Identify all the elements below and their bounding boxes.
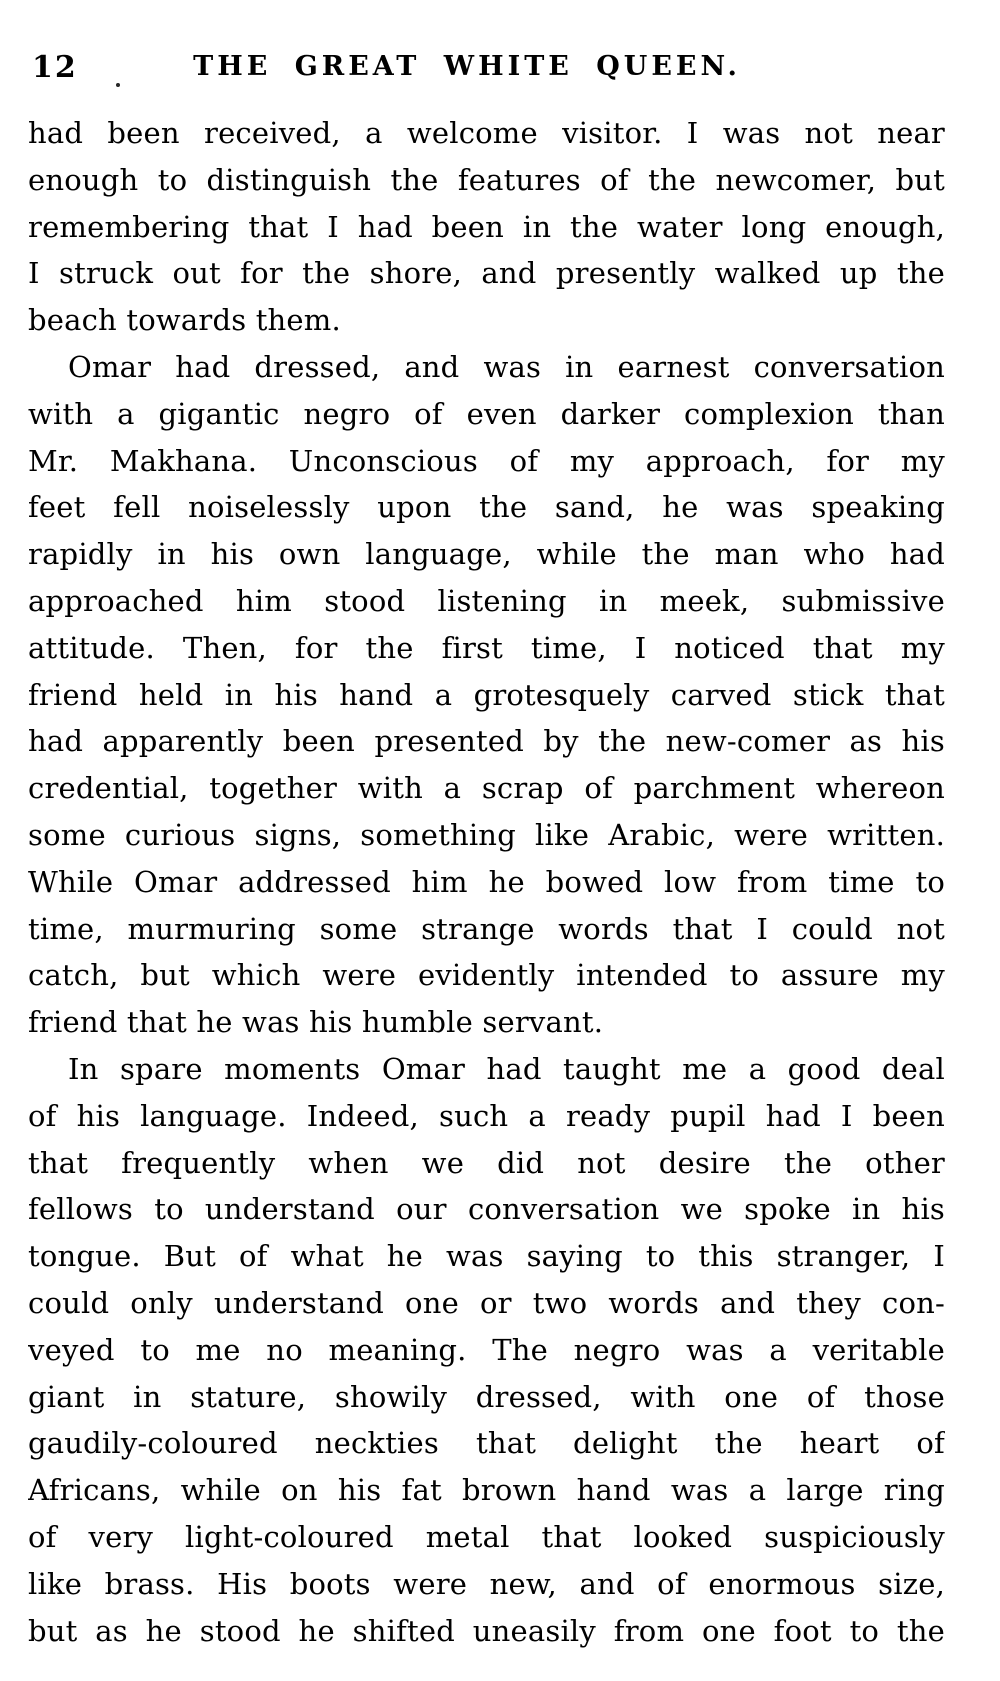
- paragraph: [28, 1046, 945, 1654]
- text-line: credential, together with a scrap of parchment whereon: [28, 771, 945, 806]
- text-line: giant in stature, showily dressed, with one of those: [28, 1379, 945, 1414]
- text-line: had apparently been presented by the new-comer as his: [28, 724, 945, 759]
- text-line: that frequently when we did not desire the other: [28, 1145, 945, 1180]
- ink-speck: [116, 83, 120, 87]
- text-line: rapidly in his own language, while the man who had: [28, 537, 945, 572]
- page-body: [28, 110, 945, 1654]
- text-line: Africans, while on his fat brown hand was a large ring: [28, 1473, 945, 1508]
- text-line: tongue. But of what he was saying to this stranger, I: [28, 1239, 945, 1274]
- text-line: catch, but which were evidently intended to assure my: [28, 958, 945, 993]
- text-line: I struck out for the shore, and presently walked up the: [28, 256, 945, 291]
- running-title: THE GREAT WHITE QUEEN.: [193, 51, 741, 82]
- text-line: of his language. Indeed, such a ready pupil had I been: [28, 1098, 945, 1133]
- paragraph: [28, 110, 945, 344]
- text-line: Mr. Makhana. Unconscious of my approach, for my: [28, 443, 945, 478]
- text-line: some curious signs, something like Arabic, were written.: [28, 817, 945, 852]
- text-line: could only understand one or two words and they con-: [28, 1285, 945, 1320]
- text-line: friend that he was his humble servant.: [28, 1005, 604, 1040]
- paragraph: [28, 344, 945, 1046]
- text-line: approached him stood listening in meek, submissive: [28, 583, 945, 618]
- text-line: While Omar addressed him he bowed low from time to: [28, 864, 945, 899]
- text-line: friend held in his hand a grotesquely carved stick that: [28, 677, 945, 712]
- text-line: fellows to understand our conversation we spoke in his: [28, 1192, 945, 1227]
- text-line: gaudily-coloured neckties that delight the heart of: [28, 1426, 945, 1461]
- text-line: had been received, a welcome visitor. I was not near: [28, 116, 945, 150]
- text-line: In spare moments Omar had taught me a good deal: [68, 1051, 945, 1086]
- text-line: Omar had dressed, and was in earnest conversation: [68, 349, 945, 384]
- text-line: with a gigantic negro of even darker complexion than: [28, 396, 945, 431]
- text-line: beach towards them.: [28, 303, 341, 338]
- text-line: time, murmuring some strange words that I could not: [28, 911, 945, 946]
- text-line: like brass. His boots were new, and of enormous size,: [28, 1566, 945, 1601]
- text-line: attitude. Then, for the first time, I noticed that my: [28, 630, 945, 665]
- page-number: 12: [32, 50, 78, 85]
- text-line: enough to distinguish the features of the newcomer, but: [28, 162, 945, 197]
- text-line: veyed to me no meaning. The negro was a veritable: [28, 1332, 945, 1367]
- text-line: of very light-coloured metal that looked suspiciously: [28, 1519, 945, 1554]
- text-line: feet fell noiselessly upon the sand, he was speaking: [28, 490, 945, 525]
- text-line: but as he stood he shifted uneasily from one foot to the: [28, 1613, 945, 1648]
- text-line: remembering that I had been in the water long enough,: [28, 209, 945, 244]
- page-header: [0, 48, 1000, 90]
